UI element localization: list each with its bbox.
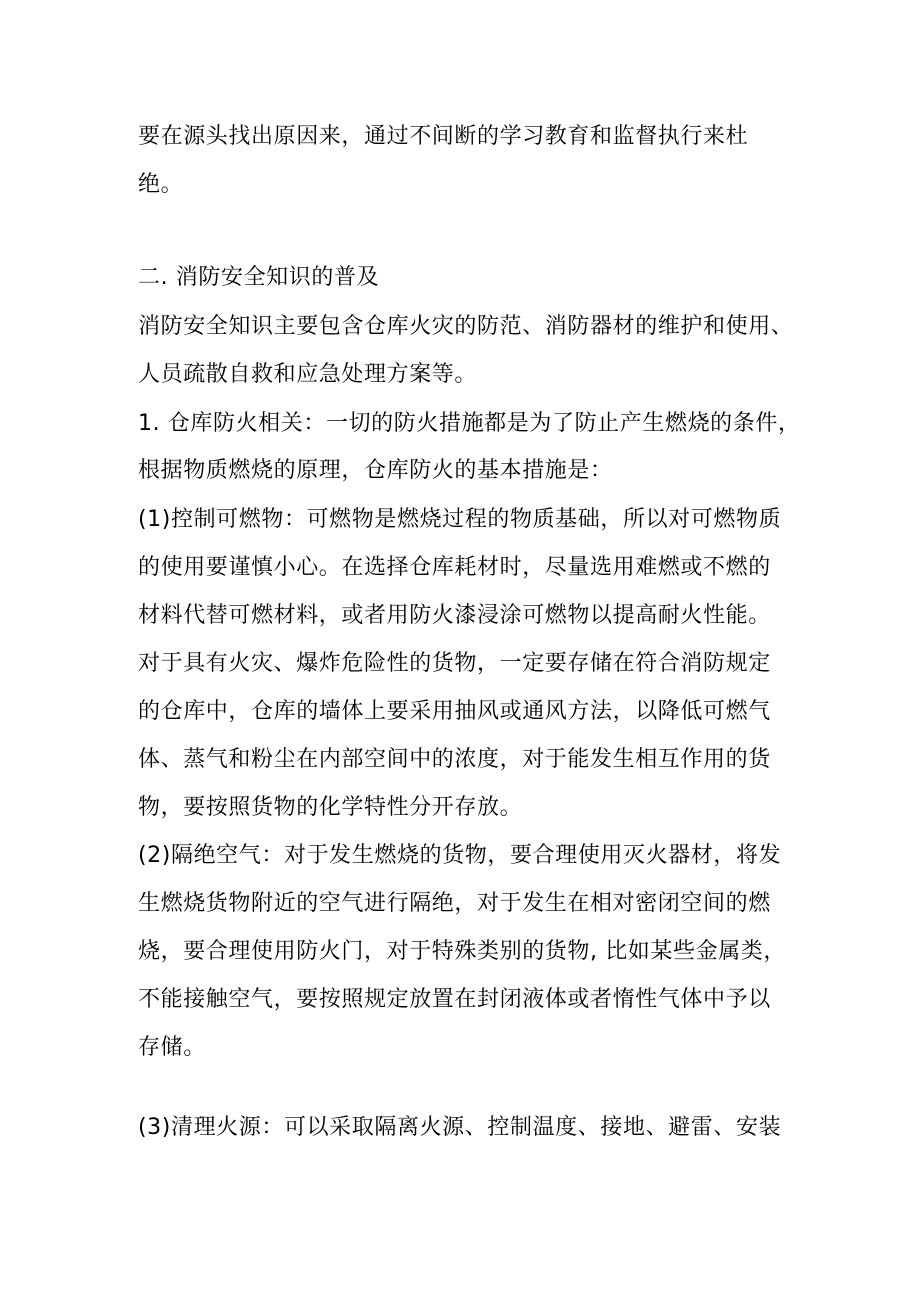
list-item-line: (3)清理火源：可以采取隔离火源、控制温度、接地、避雷、安装	[138, 1115, 782, 1140]
text-line: 体、蒸气和粉尘在内部空间中的浓度，对于能发生相互作用的货	[138, 747, 771, 772]
text-line: 根据物质燃烧的原理，仓库防火的基本措施是：	[138, 458, 613, 483]
text-line: 烧，要合理使用防火门，对于特殊类别的货物, 比如某些金属类，	[138, 939, 786, 964]
section-heading: 二. 消防安全知识的普及	[138, 265, 380, 290]
text-line: 不能接触空气，要按照规定放置在封闭液体或者惰性气体中予以	[138, 987, 771, 1012]
text-line: 对于具有火灾、爆炸危险性的货物，一定要存储在符合消防规定	[138, 651, 771, 676]
text-line: 材料代替可燃材料，或者用防火漆浸涂可燃物以提高耐火性能。	[138, 603, 771, 628]
text-line: 物，要按照货物的化学特性分开存放。	[138, 795, 523, 820]
text-line: 绝。	[138, 172, 184, 197]
text-line: 的使用要谨慎小心。在选择仓库耗材时，尽量选用难燃或不燃的	[138, 555, 771, 580]
text-line: 要在源头找出原因来，通过不间断的学习教育和监督执行来杜	[138, 124, 749, 149]
text-line: 消防安全知识主要包含仓库火灾的防范、消防器材的维护和使用、	[138, 314, 794, 339]
list-item-line: (1)控制可燃物：可燃物是燃烧过程的物质基础，所以对可燃物质	[138, 507, 782, 532]
text-line: 人员疏散自救和应急处理方案等。	[138, 362, 478, 387]
subsection-line: 1. 仓库防火相关：一切的防火措施都是为了防止产生燃烧的条件，	[138, 411, 801, 436]
text-line: 生燃烧货物附近的空气进行隔绝，对于发生在相对密闭空间的燃	[138, 891, 771, 916]
text-line: 的仓库中，仓库的墙体上要采用抽风或通风方法，以降低可燃气	[138, 699, 771, 724]
list-item-line: (2)隔绝空气：对于发生燃烧的货物，要合理使用灭火器材，将发	[138, 843, 782, 868]
text-line: 存储。	[138, 1035, 206, 1060]
